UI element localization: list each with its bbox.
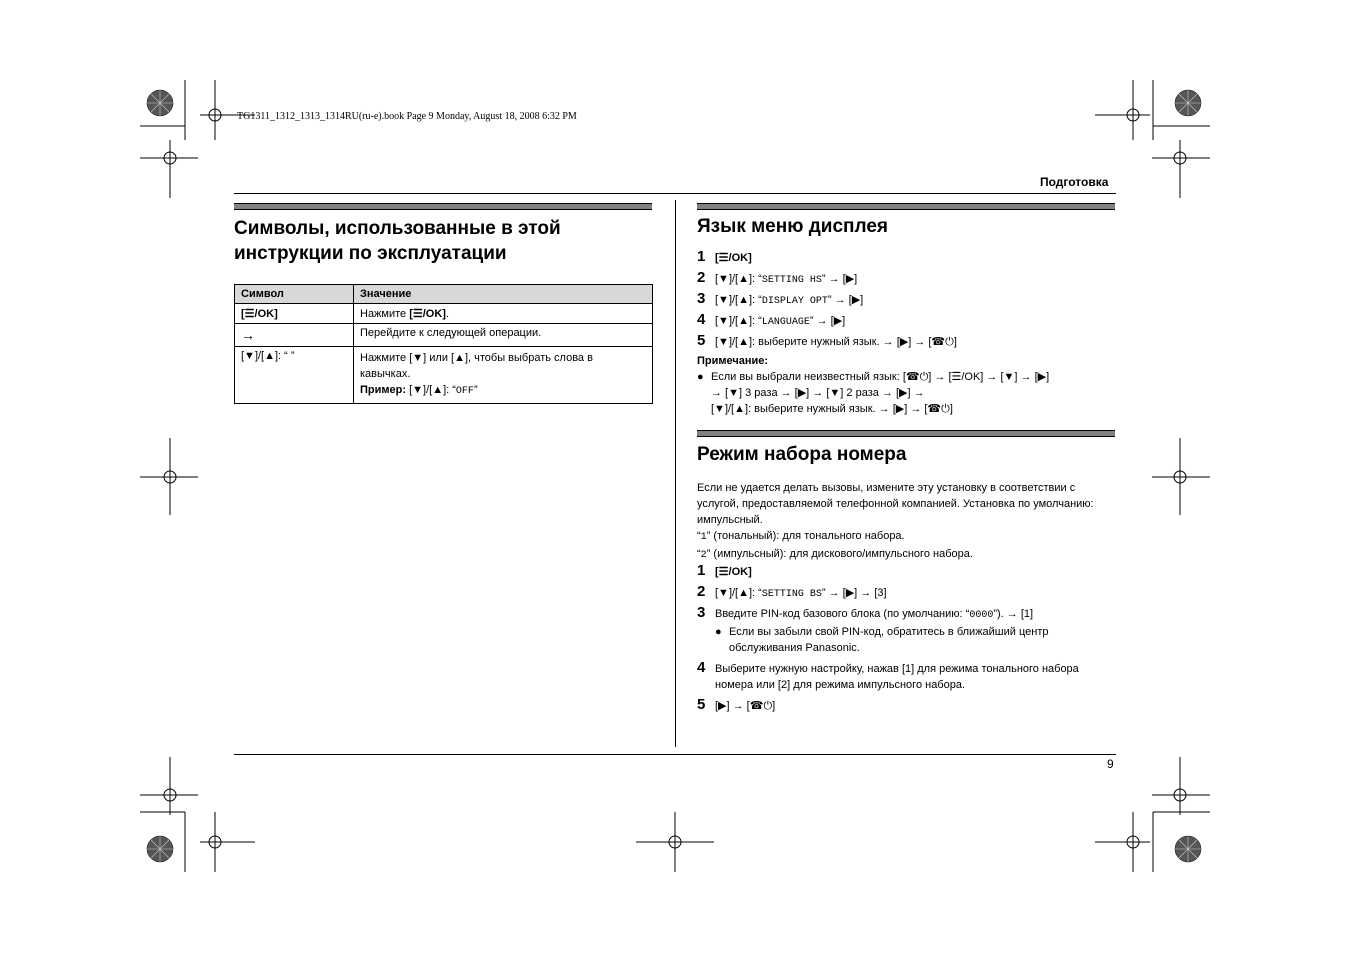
symbol-arrow: → — [235, 324, 354, 347]
dial-step-3: 3 Введите PIN-код базового блока (по умолчанию: “0000”). → [1] — [697, 604, 1034, 621]
section-bar-language — [697, 203, 1115, 210]
dial-intro: Если не удается делать вызовы, измените эту установку в соответствии с услугой, предоставляемой телефонной компанией. Установка по умолчанию: импульсный. “1” (тональный): для тонального набора. “2” (импульсный): для дискового/импульсного набора. — [697, 480, 1094, 564]
header-rule — [234, 193, 1116, 194]
symbol-menu-ok: [☰/OK] — [235, 304, 354, 324]
lang-step-2: 2 [▼]/[▲]: “SETTING HS” → [▶] — [697, 269, 858, 286]
symbols-title — [234, 216, 561, 266]
symbols-title-line1: Символы, использованные в этой — [234, 218, 561, 239]
note-line-1: Если вы выбрали неизвестный язык: [☎⏻] → [☰/OK] → [▼] → [▶] — [711, 371, 1050, 383]
dial-title: Режим набора номера — [697, 444, 907, 465]
note-bullet: ● — [697, 371, 704, 383]
lang-step-3: 3 [▼]/[▲]: “DISPLAY OPT” → [▶] — [697, 290, 864, 307]
col-header-meaning: Значение — [354, 285, 653, 304]
dial-pulse-line: “2” (импульсный): для дискового/импульсного набора. — [697, 548, 973, 561]
dial-tone-line: “1” (тональный): для тонального набора. — [697, 530, 905, 543]
dial-step-4: 4 Выберите нужную настройку, нажав [1] для режима тонального набора — [697, 659, 1079, 676]
footer-rule — [234, 754, 1116, 755]
lang-step-4: 4 [▼]/[▲]: “LANGUAGE” → [▶] — [697, 311, 846, 328]
file-info: TG1311_1312_1313_1314RU(ru-e).book Page 9 Monday, August 18, 2008 6:32 PM — [237, 111, 577, 122]
dial-step3-bullet-text: Если вы забыли свой PIN-код, обратитесь в ближайший центр обслуживания Panasonic. — [729, 626, 1049, 654]
symbol-up-down: [▼]/[▲]: “ ” — [235, 347, 354, 404]
dial-step-5: 5 [▶] → [☎⏻] — [697, 696, 776, 713]
column-divider — [675, 200, 676, 747]
lang-step-5: 5 [▼]/[▲]: выберите нужный язык. → [▶] → [☎⏻] — [697, 332, 957, 349]
language-title: Язык меню дисплея — [697, 216, 888, 237]
dial-step-2: 2 [▼]/[▲]: “SETTING BS” → [▶] → [3] — [697, 583, 887, 600]
meaning-arrow: Перейдите к следующей операции. — [354, 324, 653, 347]
col-header-symbol: Символ — [235, 285, 354, 304]
dial-step-1: 1 [☰/OK] — [697, 562, 752, 579]
meaning-up-down: Нажмите [▼] или [▲], чтобы выбрать слова в кавычках. Пример: [▼]/[▲]: “OFF” — [354, 347, 653, 404]
note-line-3: [▼]/[▲]: выберите нужный язык. → [▶] → [☎⏻] — [711, 403, 953, 415]
symbols-title-line2: инструкции по эксплуатации — [234, 243, 507, 264]
dial-step-4-line2: номера или [2] для режима импульсного набора. — [715, 679, 966, 691]
section-bar-symbols — [234, 203, 652, 210]
symbols-table — [234, 284, 653, 404]
page-number: 9 — [1107, 757, 1114, 771]
dial-step3-bullet: ● — [715, 626, 722, 638]
section-bar-dial — [697, 430, 1115, 437]
note-label: Примечание: — [697, 355, 769, 367]
note-line-2: → [▼] 3 раза → [▶] → [▼] 2 раза → [▶] → — [711, 387, 925, 399]
lang-step-1: 1 [☰/OK] — [697, 248, 752, 265]
section-title: Подготовка — [1040, 175, 1109, 189]
meaning-menu-ok: Нажмите [☰/OK]. — [354, 304, 653, 324]
